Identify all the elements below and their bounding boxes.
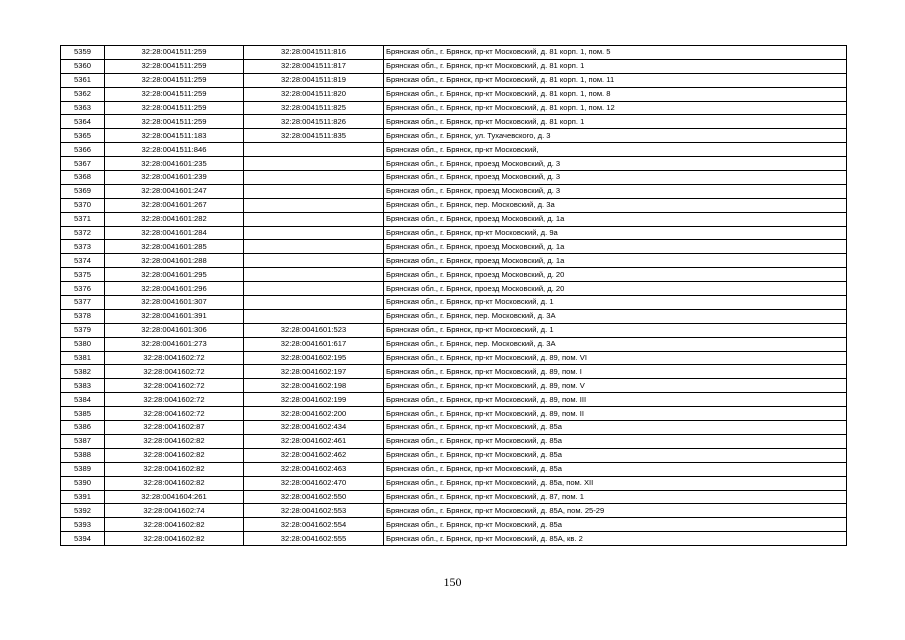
address-cell: Брянская обл., г. Брянск, пр-кт Московский, д. 81 корп. 1, пом. 12	[384, 101, 847, 115]
address-cell: Брянская обл., г. Брянск, пр-кт Московский, д. 89, пом. II	[384, 407, 847, 421]
row-number-cell: 5377	[61, 296, 105, 310]
row-number-cell: 5370	[61, 198, 105, 212]
address-cell: Брянская обл., г. Брянск, пр-кт Московский, д. 89, пом. I	[384, 365, 847, 379]
address-cell: Брянская обл., г. Брянск, пр-кт Московский, д. 9а	[384, 226, 847, 240]
parcel-cadastral-number-cell: 32:28:0041601:284	[105, 226, 244, 240]
row-number-cell: 5368	[61, 171, 105, 185]
object-cadastral-number-cell	[244, 240, 384, 254]
object-cadastral-number-cell: 32:28:0041511:819	[244, 73, 384, 87]
table-row	[61, 309, 847, 323]
parcel-cadastral-number-cell: 32:28:0041601:306	[105, 323, 244, 337]
parcel-cadastral-number-cell: 32:28:0041511:183	[105, 129, 244, 143]
address-cell: Брянская обл., г. Брянск, пр-кт Московский, д. 85а	[384, 421, 847, 435]
object-cadastral-number-cell: 32:28:0041602:462	[244, 448, 384, 462]
address-cell: Брянская обл., г. Брянск, ул. Тухачевского, д. 3	[384, 129, 847, 143]
parcel-cadastral-number-cell: 32:28:0041602:82	[105, 462, 244, 476]
table-row	[61, 518, 847, 532]
address-cell: Брянская обл., г. Брянск, пр-кт Московский, д. 89, пом. VI	[384, 351, 847, 365]
object-cadastral-number-cell	[244, 226, 384, 240]
row-number-cell: 5369	[61, 184, 105, 198]
address-cell: Брянская обл., г. Брянск, проезд Московский, д. 3	[384, 157, 847, 171]
address-cell: Брянская обл., г. Брянск, пр-кт Московский, д. 81 корп. 1	[384, 59, 847, 73]
table-row	[61, 448, 847, 462]
table-row	[61, 143, 847, 157]
address-cell: Брянская обл., г. Брянск, проезд Московский, д. 1а	[384, 254, 847, 268]
address-cell: Брянская обл., г. Брянск, пр-кт Московский, д. 89, пом. V	[384, 379, 847, 393]
row-number-cell: 5374	[61, 254, 105, 268]
address-cell: Брянская обл., г. Брянск, пер. Московский, д. 3А	[384, 337, 847, 351]
row-number-cell: 5372	[61, 226, 105, 240]
parcel-cadastral-number-cell: 32:28:0041601:391	[105, 309, 244, 323]
object-cadastral-number-cell: 32:28:0041602:463	[244, 462, 384, 476]
table-row	[61, 226, 847, 240]
table-row	[61, 351, 847, 365]
table-row	[61, 323, 847, 337]
row-number-cell: 5383	[61, 379, 105, 393]
object-cadastral-number-cell: 32:28:0041602:461	[244, 434, 384, 448]
table-row	[61, 240, 847, 254]
parcel-cadastral-number-cell: 32:28:0041601:288	[105, 254, 244, 268]
address-cell: Брянская обл., г. Брянск, пр-кт Московский, д. 85а, пом. XII	[384, 476, 847, 490]
row-number-cell: 5367	[61, 157, 105, 171]
address-cell: Брянская обл., г. Брянск, пр-кт Московский, д. 81 корп. 1	[384, 115, 847, 129]
row-number-cell: 5390	[61, 476, 105, 490]
parcel-cadastral-number-cell: 32:28:0041601:282	[105, 212, 244, 226]
address-cell: Брянская обл., г. Брянск, проезд Московский, д. 1а	[384, 212, 847, 226]
page-number: 150	[443, 575, 462, 589]
object-cadastral-number-cell: 32:28:0041602:470	[244, 476, 384, 490]
address-cell: Брянская обл., г. Брянск, пр-кт Московский, д. 89, пом. III	[384, 393, 847, 407]
parcel-cadastral-number-cell: 32:28:0041601:235	[105, 157, 244, 171]
parcel-cadastral-number-cell: 32:28:0041601:307	[105, 296, 244, 310]
parcel-cadastral-number-cell: 32:28:0041601:296	[105, 282, 244, 296]
object-cadastral-number-cell	[244, 157, 384, 171]
table-row	[61, 407, 847, 421]
parcel-cadastral-number-cell: 32:28:0041511:259	[105, 115, 244, 129]
table-row	[61, 101, 847, 115]
object-cadastral-number-cell: 32:28:0041511:820	[244, 87, 384, 101]
address-cell: Брянская обл., г. Брянск, пр-кт Московский, д. 85а	[384, 462, 847, 476]
parcel-cadastral-number-cell: 32:28:0041602:74	[105, 504, 244, 518]
table-row	[61, 184, 847, 198]
row-number-cell: 5384	[61, 393, 105, 407]
address-cell: Брянская обл., г. Брянск, пр-кт Московский, д. 85а	[384, 448, 847, 462]
table-row	[61, 296, 847, 310]
parcel-cadastral-number-cell: 32:28:0041602:72	[105, 365, 244, 379]
address-cell: Брянская обл., г. Брянск, проезд Московский, д. 3	[384, 171, 847, 185]
parcel-cadastral-number-cell: 32:28:0041604:261	[105, 490, 244, 504]
object-cadastral-number-cell: 32:28:0041511:816	[244, 46, 384, 60]
parcel-cadastral-number-cell: 32:28:0041511:259	[105, 101, 244, 115]
parcel-cadastral-number-cell: 32:28:0041602:87	[105, 421, 244, 435]
address-cell: Брянская обл., г. Брянск, пр-кт Московский, д. 1	[384, 296, 847, 310]
object-cadastral-number-cell	[244, 198, 384, 212]
object-cadastral-number-cell: 32:28:0041511:825	[244, 101, 384, 115]
parcel-cadastral-number-cell: 32:28:0041601:267	[105, 198, 244, 212]
parcel-cadastral-number-cell: 32:28:0041511:259	[105, 87, 244, 101]
table-row	[61, 393, 847, 407]
row-number-cell: 5381	[61, 351, 105, 365]
parcel-cadastral-number-cell: 32:28:0041602:72	[105, 351, 244, 365]
table-row	[61, 87, 847, 101]
row-number-cell: 5385	[61, 407, 105, 421]
table-row	[61, 198, 847, 212]
address-cell: Брянская обл., г. Брянск, проезд Московский, д. 3	[384, 184, 847, 198]
row-number-cell: 5363	[61, 101, 105, 115]
row-number-cell: 5386	[61, 421, 105, 435]
row-number-cell: 5371	[61, 212, 105, 226]
address-cell: Брянская обл., г. Брянск, пр-кт Московский, д. 81 корп. 1, пом. 8	[384, 87, 847, 101]
row-number-cell: 5389	[61, 462, 105, 476]
table-row	[61, 129, 847, 143]
table-row	[61, 157, 847, 171]
object-cadastral-number-cell: 32:28:0041602:553	[244, 504, 384, 518]
table-row	[61, 268, 847, 282]
row-number-cell: 5387	[61, 434, 105, 448]
table-row	[61, 59, 847, 73]
parcel-cadastral-number-cell: 32:28:0041601:285	[105, 240, 244, 254]
parcel-cadastral-number-cell: 32:28:0041602:82	[105, 448, 244, 462]
row-number-cell: 5373	[61, 240, 105, 254]
object-cadastral-number-cell	[244, 296, 384, 310]
parcel-cadastral-number-cell: 32:28:0041602:82	[105, 434, 244, 448]
object-cadastral-number-cell: 32:28:0041602:195	[244, 351, 384, 365]
object-cadastral-number-cell: 32:28:0041601:617	[244, 337, 384, 351]
table-row	[61, 434, 847, 448]
parcel-cadastral-number-cell: 32:28:0041511:846	[105, 143, 244, 157]
object-cadastral-number-cell	[244, 268, 384, 282]
table-row	[61, 212, 847, 226]
row-number-cell: 5376	[61, 282, 105, 296]
address-cell: Брянская обл., г. Брянск, пр-кт Московский, д. 85А, кв. 2	[384, 532, 847, 546]
table-row	[61, 490, 847, 504]
row-number-cell: 5382	[61, 365, 105, 379]
table-row	[61, 46, 847, 60]
object-cadastral-number-cell	[244, 254, 384, 268]
object-cadastral-number-cell	[244, 309, 384, 323]
address-cell: Брянская обл., г. Брянск, пр-кт Московский, д. 87, пом. 1	[384, 490, 847, 504]
address-cell: Брянская обл., г. Брянск, проезд Московский, д. 20	[384, 268, 847, 282]
table-row	[61, 476, 847, 490]
table-row	[61, 532, 847, 546]
address-cell: Брянская обл., г. Брянск, пр-кт Московский, д. 85а	[384, 518, 847, 532]
row-number-cell: 5366	[61, 143, 105, 157]
table-row	[61, 365, 847, 379]
address-cell: Брянская обл., г. Брянск, пр-кт Московский, д. 81 корп. 1, пом. 5	[384, 46, 847, 60]
row-number-cell: 5391	[61, 490, 105, 504]
object-cadastral-number-cell: 32:28:0041602:199	[244, 393, 384, 407]
object-cadastral-number-cell	[244, 212, 384, 226]
address-cell: Брянская обл., г. Брянск, пр-кт Московский, д. 85а	[384, 434, 847, 448]
object-cadastral-number-cell: 32:28:0041602:200	[244, 407, 384, 421]
table-row	[61, 254, 847, 268]
row-number-cell: 5360	[61, 59, 105, 73]
table-row	[61, 379, 847, 393]
parcel-cadastral-number-cell: 32:28:0041601:247	[105, 184, 244, 198]
row-number-cell: 5388	[61, 448, 105, 462]
row-number-cell: 5362	[61, 87, 105, 101]
row-number-cell: 5378	[61, 309, 105, 323]
object-cadastral-number-cell	[244, 184, 384, 198]
address-cell: Брянская обл., г. Брянск, пр-кт Московский, д. 85А, пом. 25-29	[384, 504, 847, 518]
parcel-cadastral-number-cell: 32:28:0041601:295	[105, 268, 244, 282]
table-row	[61, 73, 847, 87]
object-cadastral-number-cell	[244, 143, 384, 157]
object-cadastral-number-cell: 32:28:0041602:434	[244, 421, 384, 435]
object-cadastral-number-cell: 32:28:0041602:554	[244, 518, 384, 532]
object-cadastral-number-cell: 32:28:0041602:550	[244, 490, 384, 504]
row-number-cell: 5379	[61, 323, 105, 337]
row-number-cell: 5361	[61, 73, 105, 87]
row-number-cell: 5375	[61, 268, 105, 282]
object-cadastral-number-cell	[244, 282, 384, 296]
table-row	[61, 171, 847, 185]
row-number-cell: 5364	[61, 115, 105, 129]
table-row	[61, 421, 847, 435]
parcel-cadastral-number-cell: 32:28:0041602:82	[105, 532, 244, 546]
address-cell: Брянская обл., г. Брянск, пер. Московский, д. 3А	[384, 309, 847, 323]
object-cadastral-number-cell: 32:28:0041511:817	[244, 59, 384, 73]
object-cadastral-number-cell: 32:28:0041601:523	[244, 323, 384, 337]
address-cell: Брянская обл., г. Брянск, проезд Московский, д. 20	[384, 282, 847, 296]
row-number-cell: 5392	[61, 504, 105, 518]
parcel-cadastral-number-cell: 32:28:0041602:72	[105, 407, 244, 421]
row-number-cell: 5365	[61, 129, 105, 143]
table-row	[61, 115, 847, 129]
table-row	[61, 462, 847, 476]
parcel-cadastral-number-cell: 32:28:0041602:72	[105, 393, 244, 407]
row-number-cell: 5394	[61, 532, 105, 546]
parcel-cadastral-number-cell: 32:28:0041602:82	[105, 476, 244, 490]
cadastral-table-body	[61, 46, 847, 546]
parcel-cadastral-number-cell: 32:28:0041511:259	[105, 46, 244, 60]
row-number-cell: 5359	[61, 46, 105, 60]
address-cell: Брянская обл., г. Брянск, пр-кт Московский, д. 81 корп. 1, пом. 11	[384, 73, 847, 87]
table-row	[61, 282, 847, 296]
address-cell: Брянская обл., г. Брянск, пер. Московский, д. 3а	[384, 198, 847, 212]
object-cadastral-number-cell: 32:28:0041511:826	[244, 115, 384, 129]
address-cell: Брянская обл., г. Брянск, проезд Московский, д. 1а	[384, 240, 847, 254]
parcel-cadastral-number-cell: 32:28:0041602:82	[105, 518, 244, 532]
object-cadastral-number-cell	[244, 171, 384, 185]
parcel-cadastral-number-cell: 32:28:0041601:273	[105, 337, 244, 351]
parcel-cadastral-number-cell: 32:28:0041601:239	[105, 171, 244, 185]
object-cadastral-number-cell: 32:28:0041511:835	[244, 129, 384, 143]
address-cell: Брянская обл., г. Брянск, пр-кт Московский, д. 1	[384, 323, 847, 337]
cadastral-table	[60, 45, 847, 546]
parcel-cadastral-number-cell: 32:28:0041511:259	[105, 73, 244, 87]
parcel-cadastral-number-cell: 32:28:0041602:72	[105, 379, 244, 393]
row-number-cell: 5393	[61, 518, 105, 532]
parcel-cadastral-number-cell: 32:28:0041511:259	[105, 59, 244, 73]
address-cell: Брянская обл., г. Брянск, пр-кт Московский,	[384, 143, 847, 157]
object-cadastral-number-cell: 32:28:0041602:555	[244, 532, 384, 546]
table-row	[61, 504, 847, 518]
object-cadastral-number-cell: 32:28:0041602:198	[244, 379, 384, 393]
object-cadastral-number-cell: 32:28:0041602:197	[244, 365, 384, 379]
table-row	[61, 337, 847, 351]
row-number-cell: 5380	[61, 337, 105, 351]
